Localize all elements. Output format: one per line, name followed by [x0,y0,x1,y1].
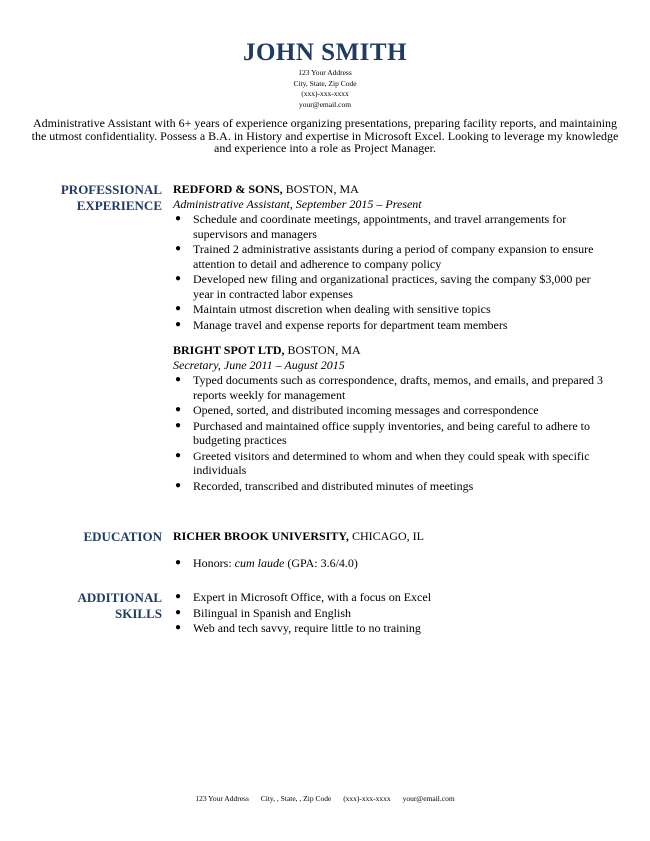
contact-city: City, State, Zip Code [293,78,357,88]
experience-heading [20,182,162,214]
bullet-icon: ● [175,557,182,568]
bullet-text: Recorded, transcribed and distributed minutes of meetings [193,478,474,493]
experience-heading-line2: EXPERIENCE [76,198,162,213]
list-item [173,419,613,448]
candidate-name: JOHN SMITH [242,39,408,66]
skills-body [173,590,613,637]
bullet-text: Schedule and coordinate meetings, appointments, and travel arrangements for supervisors and managers [193,212,567,241]
bullet-text: Developed new filing and organizational practices, saving the company $3,000 per year in contracted labor expenses [193,272,591,301]
school-name: RICHER BROOK UNIVERSITY, [173,529,349,543]
bullet-text: Opened, sorted, and distributed incoming messages and correspondence [193,403,539,417]
bullet-icon: ● [175,273,182,284]
list-item [173,621,613,636]
job-company-line [173,182,613,197]
list-item [173,449,613,478]
list-item [173,403,613,418]
gpa-text: (GPA: 3.6/4.0) [284,556,358,570]
contact-email: your@email.com [298,99,352,109]
skill-text: Expert in Microsoft Office, with a focus on Excel [193,590,432,604]
bullet-icon: ● [175,303,182,314]
bullet-icon: ● [175,374,182,385]
experience-body [173,182,613,494]
honors-value: cum laude [234,556,285,570]
resume-header [0,38,650,110]
list-item [173,302,613,317]
bullet-text: Trained 2 administrative assistants during a period of company expansion to ensure attention to detail and adherence to company policy [193,242,594,271]
footer-city: City, , State, , Zip Code [260,794,332,803]
skill-text: Bilingual in Spanish and English [193,605,351,620]
job-company: REDFORD & SONS, [173,182,283,196]
bullet-icon: ● [175,591,182,602]
bullet-icon: ● [175,419,182,431]
bullet-icon: ● [175,606,182,618]
honors-label: Honors: [193,556,235,570]
list-item [173,556,613,571]
footer-email: your@email.com [402,794,455,803]
job-entry [173,182,613,332]
list-item [173,373,613,402]
job-location: BOSTON, MA [284,343,361,357]
list-item [173,606,613,621]
bullet-text: Manage travel and expense reports for department team members [193,317,508,332]
list-item [173,242,613,271]
job-bullets [173,373,613,493]
skills-heading [20,590,162,622]
list-item [173,272,613,301]
bullet-icon: ● [175,243,182,254]
job-location: BOSTON, MA [282,182,359,196]
education-heading: EDUCATION [83,529,162,544]
skills-bullets [173,590,613,636]
list-item [173,590,613,605]
job-company: BRIGHT SPOT LTD, [173,343,285,357]
bullet-text: Greeted visitors and determined to whom and when they could speak with specific individuals [193,448,590,477]
bullet-text: Maintain utmost discretion when dealing with sensitive topics [193,302,491,316]
list-item [173,318,613,333]
bullet-icon: ● [175,318,182,330]
contact-phone: (xxx)-xxx-xxxx [301,89,349,98]
bullet-icon: ● [175,213,182,224]
bullet-icon: ● [175,449,182,461]
school-location: CHICAGO, IL [348,529,424,543]
skills-heading-line1: ADDITIONAL [77,590,162,605]
footer-address: 123 Your Address [195,794,249,803]
summary-paragraph: Administrative Assistant with 6+ years of experience organizing presentations, preparing facility reports, and maintaining the utmost confidentiality. Possess a B.A. in History and expertise in Microsoft Excel. Looking to leverage my knowledge and experience into a role as Project Manager. [31,116,619,156]
education-body [173,529,613,572]
bullet-text: Purchased and maintained office supply inventories, and being careful to adhere to budgeting practices [193,418,590,447]
education-bullets [173,556,613,571]
bullet-icon: ● [175,404,182,415]
job-title: Secretary, June 2011 – August 2015 [173,358,345,372]
job-entry [173,343,613,493]
bullet-icon: ● [175,479,182,491]
job-title: Administrative Assistant, September 2015 – Present [173,197,422,211]
resume-footer [0,794,650,804]
list-item [173,212,613,241]
bullet-text: Typed documents such as correspondence, drafts, memos, and emails, and prepared 3 reports weekly for management [193,373,604,402]
contact-address: 123 Your Address [298,68,352,77]
job-company-line [173,343,613,358]
job-bullets [173,212,613,332]
footer-phone: (xxx)-xxx-xxxx [343,794,391,803]
experience-heading-line1: PROFESSIONAL [60,182,162,197]
bullet-icon: ● [175,622,182,633]
school-line [173,529,613,544]
list-item [173,479,613,494]
skill-text: Web and tech savvy, require little to no training [193,621,421,635]
skills-heading-line2: SKILLS [115,606,162,621]
